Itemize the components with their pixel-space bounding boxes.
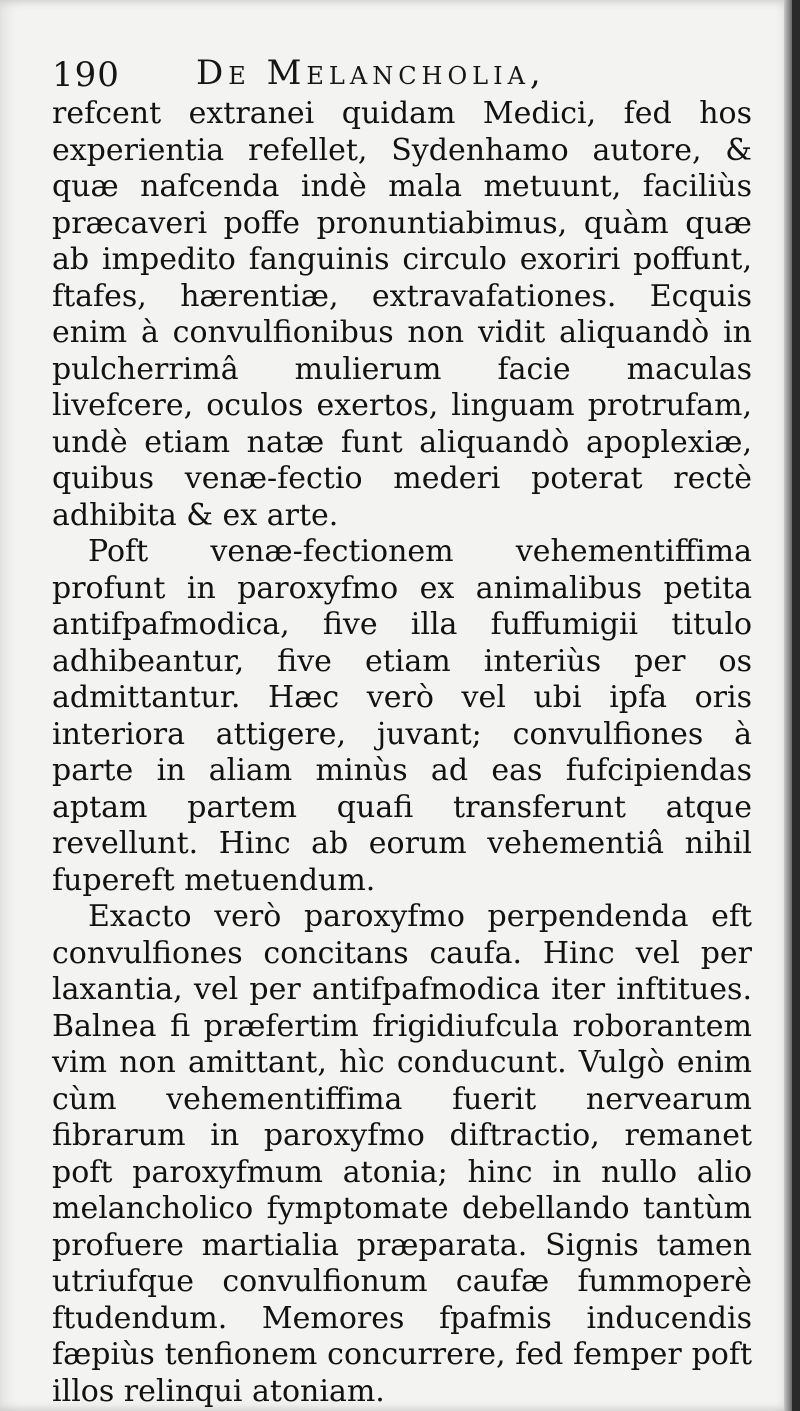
running-title: De Melancholia, [196, 53, 546, 93]
page-header [52, 50, 742, 102]
paragraph-paroxysm: Exacto verò paroxyfmo perpendenda eft convulfiones concitans caufa. Hinc vel per laxantia, vel per antifpafmodica iter inftitues. Balnea fi præfertim frigidiufcula roborantem vim non amittant, hìc conducunt. Vulgò enim cùm vehementiffima fuerit nervearum fibrarum in paroxyfmo diftractio, remanet poft paroxyfmum atonia; hinc in nullo alio melancholico fymptomate debellando tantùm profuere martialia præparata. Signis tamen utriufque convulfionum caufæ fummoperè ftudendum. Memores fpafmis inducendis fæpiùs tenfionem concurrere, fed femper poft illos relinqui atoniam. [52, 899, 752, 1409]
paragraph-continuation: refcent extranei quidam Medici, fed hos experientia refellet, Sydenhamo autore, & quæ nafcenda indè mala metuunt, faciliùs præcaveri poffe pronuntiabimus, quàm quæ ab impedito fanguinis circulo exoriri poffunt, ftafes, hærentiæ, extravafationes. Ecquis enim à convulfionibus non vidit aliquandò in pulcherrimâ mulierum facie maculas livefcere, oculos exertos, linguam protrufam, undè etiam natæ funt aliquandò apoplexiæ, quibus venæ-fectio mederi poterat rectè adhibita & ex arte. [52, 96, 752, 533]
page-number: 190 [52, 55, 120, 95]
paragraph-venae-sectio: Poft venæ-fectionem vehementiffima profunt in paroxyfmo ex animalibus petita antifpafmodica, five illa fuffumigii titulo adhibeantur, five etiam interiùs per os admittantur. Hæc verò vel ubi ipfa oris interiora attigere, juvant; convulfiones à parte in aliam minùs ad eas fufcipiendas aptam partem quafi transferunt atque revellunt. Hinc ab eorum vehementiâ nihil fupereft metuendum. [52, 534, 752, 898]
main-text-block [52, 96, 752, 1410]
page-edge-shadow [784, 0, 792, 1411]
